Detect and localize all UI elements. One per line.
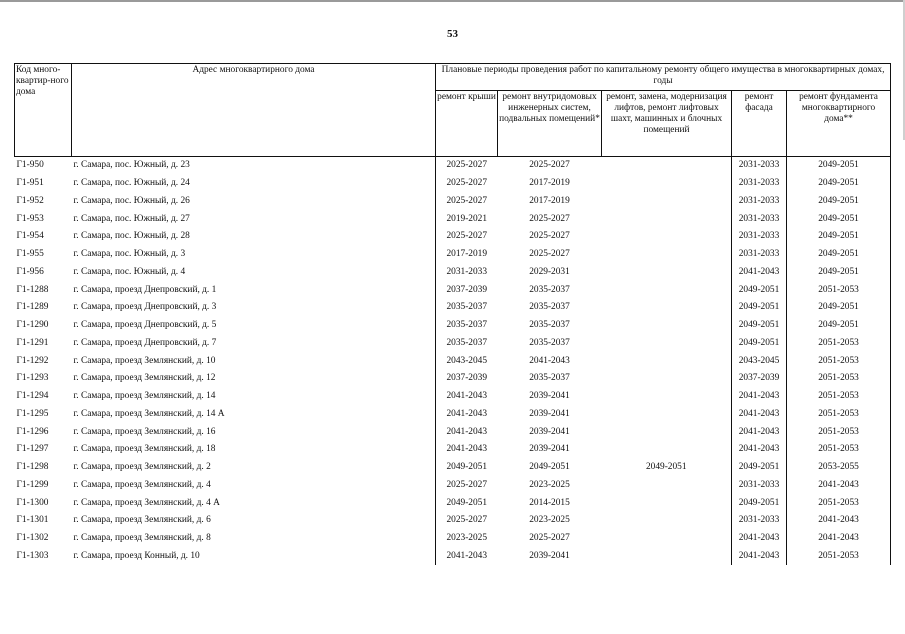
cell-foundation: 2051-2053	[787, 335, 891, 353]
cell-roof: 2035-2037	[436, 335, 498, 353]
cell-elevators	[602, 193, 732, 211]
cell-roof: 2017-2019	[436, 246, 498, 264]
cell-elevators	[602, 228, 732, 246]
cell-address: г. Самара, проезд Землянский, д. 14	[73, 391, 216, 402]
cell-roof: 2031-2033	[436, 264, 498, 282]
cell-foundation: 2049-2051	[787, 210, 891, 228]
cell-facade: 2041-2043	[732, 530, 787, 548]
table-row	[15, 494, 891, 512]
cell-code: Г1-1291	[16, 337, 49, 348]
table-row	[15, 335, 891, 353]
table-row	[15, 210, 891, 228]
cell-address: г. Самара, проезд Конный, д. 10	[73, 550, 200, 561]
table-row	[15, 281, 891, 299]
cell-address: г. Самара, пос. Южный, д. 27	[73, 213, 190, 224]
cell-systems: 2025-2027	[529, 533, 570, 544]
cell-code: Г1-954	[16, 231, 44, 242]
cell-elevators: 2049-2051	[645, 462, 687, 473]
cell-systems: 2023-2025	[529, 515, 570, 526]
cell-roof: 2025-2027	[436, 477, 498, 495]
cell-address: г. Самара, проезд Землянский, д. 18	[73, 444, 216, 455]
table-row	[15, 548, 891, 566]
cell-foundation: 2051-2053	[787, 548, 891, 566]
cell-foundation: 2049-2051	[787, 228, 891, 246]
cell-roof: 2025-2027	[436, 193, 498, 211]
cell-systems: 2017-2019	[529, 178, 570, 189]
cell-code: Г1-955	[16, 249, 44, 260]
cell-facade: 2049-2051	[732, 494, 787, 512]
cell-address: г. Самара, проезд Землянский, д. 4 А	[73, 497, 220, 508]
cell-systems: 2035-2037	[529, 373, 570, 384]
cell-address: г. Самара, пос. Южный, д. 4	[73, 266, 186, 277]
cell-address: г. Самара, пос. Южный, д. 23	[72, 157, 436, 175]
cell-elevators	[602, 317, 732, 335]
cell-roof: 2025-2027	[436, 157, 498, 175]
cell-address: г. Самара, проезд Землянский, д. 2	[73, 462, 211, 473]
cell-facade: 2041-2043	[732, 548, 787, 566]
cell-code: Г1-952	[16, 195, 44, 206]
cell-facade: 2049-2051	[732, 317, 787, 335]
cell-systems: 2025-2027	[529, 213, 570, 224]
cell-code: Г1-1300	[16, 497, 49, 508]
cell-elevators	[602, 264, 732, 282]
cell-elevators	[602, 406, 732, 424]
cell-facade: 2049-2051	[732, 299, 787, 317]
capital-repair-table	[14, 63, 891, 565]
cell-elevators	[602, 530, 732, 548]
cell-code: Г1-1289	[16, 302, 49, 313]
cell-code: Г1-1299	[16, 479, 49, 490]
cell-address: г. Самара, пос. Южный, д. 28	[73, 231, 190, 242]
cell-systems: 2029-2031	[529, 266, 570, 277]
cell-facade: 2037-2039	[732, 370, 787, 388]
cell-systems: 2025-2027	[498, 157, 602, 175]
scan-edge-top	[0, 0, 905, 2]
cell-roof: 2041-2043	[436, 548, 498, 566]
cell-roof: 2043-2045	[436, 352, 498, 370]
cell-foundation: 2049-2051	[787, 264, 891, 282]
cell-roof: 2025-2027	[436, 228, 498, 246]
cell-foundation: 2041-2043	[787, 530, 891, 548]
cell-facade: 2031-2033	[732, 193, 787, 211]
cell-code: Г1-953	[16, 213, 44, 224]
cell-roof: 2037-2039	[436, 281, 498, 299]
cell-elevators	[602, 157, 732, 175]
cell-elevators	[602, 423, 732, 441]
table-row	[15, 317, 891, 335]
cell-foundation: 2051-2053	[787, 370, 891, 388]
cell-address: г. Самара, проезд Землянский, д. 14 А	[73, 408, 225, 419]
cell-facade: 2031-2033	[732, 157, 787, 175]
cell-elevators	[602, 210, 732, 228]
table-row	[15, 477, 891, 495]
cell-elevators	[602, 281, 732, 299]
cell-elevators	[602, 441, 732, 459]
cell-code: Г1-1297	[16, 444, 49, 455]
cell-foundation: 2049-2051	[787, 193, 891, 211]
cell-foundation: 2049-2051	[787, 246, 891, 264]
cell-roof: 2037-2039	[436, 370, 498, 388]
cell-facade: 2043-2045	[732, 352, 787, 370]
table-row	[15, 352, 891, 370]
cell-foundation: 2053-2055	[787, 459, 891, 477]
cell-systems: 2035-2037	[529, 302, 570, 313]
cell-foundation: 2049-2051	[787, 157, 891, 175]
cell-facade: 2031-2033	[732, 246, 787, 264]
cell-code: Г1-1295	[16, 408, 49, 419]
cell-systems: 2014-2015	[529, 497, 570, 508]
cell-systems: 2025-2027	[529, 249, 570, 260]
cell-roof: 2025-2027	[436, 175, 498, 193]
cell-foundation: 2051-2053	[787, 494, 891, 512]
cell-systems: 2039-2041	[529, 426, 570, 437]
cell-code: Г1-1293	[16, 373, 49, 384]
cell-elevators	[602, 352, 732, 370]
cell-elevators	[602, 370, 732, 388]
table-row	[15, 157, 891, 175]
table-row	[15, 228, 891, 246]
cell-roof: 2041-2043	[436, 406, 498, 424]
header-roof: ремонт крыши	[436, 91, 498, 157]
table-row	[15, 370, 891, 388]
cell-foundation: 2051-2053	[787, 423, 891, 441]
table-row	[15, 388, 891, 406]
cell-roof: 2049-2051	[436, 459, 498, 477]
cell-code: Г1-1302	[16, 533, 49, 544]
cell-foundation: 2051-2053	[787, 406, 891, 424]
cell-systems: 2023-2025	[529, 479, 570, 490]
header-foundation: ремонт фундамента многоквартирного дома**	[787, 91, 891, 157]
page-number: 53	[447, 28, 458, 40]
cell-facade: 2031-2033	[732, 210, 787, 228]
cell-code: Г1-1290	[16, 320, 49, 331]
header-elevators: ремонт, замена, модернизация лифтов, ремонт лифтовых шахт, машинных и блочных помещений	[602, 91, 732, 157]
cell-foundation: 2041-2043	[787, 477, 891, 495]
cell-facade: 2031-2033	[732, 175, 787, 193]
table-row	[15, 441, 891, 459]
cell-systems: 2035-2037	[529, 284, 570, 295]
table-row	[15, 264, 891, 282]
cell-systems: 2039-2041	[529, 391, 570, 402]
cell-systems: 2035-2037	[529, 320, 570, 331]
cell-code: Г1-1298	[16, 462, 49, 473]
header-periods-group: Плановые периоды проведения работ по капитальному ремонту общего имущества в многоквартирных домах, годы	[436, 64, 891, 91]
cell-roof: 2041-2043	[436, 388, 498, 406]
cell-address: г. Самара, пос. Южный, д. 24	[73, 178, 190, 189]
table-row	[15, 459, 891, 477]
cell-elevators	[602, 335, 732, 353]
cell-address: г. Самара, проезд Землянский, д. 6	[73, 515, 211, 526]
cell-address: г. Самара, проезд Землянский, д. 12	[73, 373, 216, 384]
table-header	[15, 64, 891, 157]
cell-systems: 2039-2041	[529, 550, 570, 561]
cell-foundation: 2049-2051	[787, 175, 891, 193]
cell-foundation: 2051-2053	[787, 352, 891, 370]
cell-roof: 2019-2021	[436, 210, 498, 228]
cell-foundation: 2051-2053	[787, 388, 891, 406]
cell-address: г. Самара, проезд Землянский, д. 16	[73, 426, 216, 437]
cell-facade: 2041-2043	[732, 388, 787, 406]
cell-code: Г1-1294	[16, 391, 49, 402]
table-row	[15, 406, 891, 424]
cell-code: Г1-956	[16, 266, 44, 277]
cell-address: г. Самара, проезд Землянский, д. 10	[73, 355, 216, 366]
cell-foundation: 2051-2053	[787, 281, 891, 299]
cell-foundation: 2049-2051	[787, 299, 891, 317]
cell-facade: 2049-2051	[732, 335, 787, 353]
header-facade: ремонт фасада	[732, 91, 787, 157]
header-code: Код много-квартир-ного дома	[15, 64, 72, 157]
cell-code: Г1-1292	[16, 355, 49, 366]
cell-roof: 2041-2043	[436, 423, 498, 441]
cell-address: г. Самара, проезд Днепровский, д. 3	[73, 302, 217, 313]
cell-facade: 2041-2043	[732, 441, 787, 459]
cell-address: г. Самара, проезд Днепровский, д. 5	[73, 320, 217, 331]
cell-code: Г1-1301	[16, 515, 49, 526]
cell-foundation: 2041-2043	[787, 512, 891, 530]
cell-code: Г1-1288	[16, 284, 49, 295]
cell-systems: 2039-2041	[529, 444, 570, 455]
cell-facade: 2049-2051	[732, 281, 787, 299]
table-row	[15, 193, 891, 211]
table-row	[15, 299, 891, 317]
cell-elevators	[602, 494, 732, 512]
cell-elevators	[602, 548, 732, 566]
cell-code: Г1-1296	[16, 426, 49, 437]
cell-elevators	[602, 512, 732, 530]
cell-systems: 2039-2041	[529, 408, 570, 419]
cell-facade: 2049-2051	[732, 459, 787, 477]
cell-systems: 2041-2043	[529, 355, 570, 366]
table-row	[15, 423, 891, 441]
cell-code: Г1-950	[15, 157, 72, 175]
cell-facade: 2031-2033	[732, 477, 787, 495]
cell-foundation: 2049-2051	[787, 317, 891, 335]
cell-address: г. Самара, проезд Днепровский, д. 7	[73, 337, 217, 348]
cell-elevators	[602, 175, 732, 193]
table-row	[15, 512, 891, 530]
cell-elevators	[602, 388, 732, 406]
cell-elevators	[602, 299, 732, 317]
cell-systems: 2035-2037	[529, 337, 570, 348]
cell-elevators	[602, 477, 732, 495]
cell-facade: 2041-2043	[732, 264, 787, 282]
table-row	[15, 530, 891, 548]
header-address: Адрес многоквартирного дома	[72, 64, 436, 157]
cell-facade: 2041-2043	[732, 406, 787, 424]
cell-address: г. Самара, пос. Южный, д. 26	[73, 195, 190, 206]
cell-facade: 2031-2033	[732, 512, 787, 530]
cell-address: г. Самара, пос. Южный, д. 3	[73, 249, 186, 260]
cell-roof: 2025-2027	[436, 512, 498, 530]
header-systems: ремонт внутридомовых инженерных систем, подвальных помещений*	[498, 91, 602, 157]
cell-code: Г1-1303	[16, 550, 49, 561]
cell-address: г. Самара, проезд Днепровский, д. 1	[73, 284, 217, 295]
cell-facade: 2041-2043	[732, 423, 787, 441]
cell-systems: 2025-2027	[529, 231, 570, 242]
cell-systems: 2049-2051	[529, 462, 570, 473]
cell-roof: 2049-2051	[436, 494, 498, 512]
cell-facade: 2031-2033	[732, 228, 787, 246]
table-row	[15, 246, 891, 264]
table-body	[15, 157, 891, 566]
cell-address: г. Самара, проезд Землянский, д. 4	[73, 479, 211, 490]
cell-foundation: 2051-2053	[787, 441, 891, 459]
cell-address: г. Самара, проезд Землянский, д. 8	[73, 533, 211, 544]
cell-systems: 2017-2019	[529, 195, 570, 206]
cell-roof: 2023-2025	[436, 530, 498, 548]
table-row	[15, 175, 891, 193]
cell-roof: 2041-2043	[436, 441, 498, 459]
cell-elevators	[602, 246, 732, 264]
cell-roof: 2035-2037	[436, 317, 498, 335]
cell-code: Г1-951	[16, 178, 44, 189]
cell-roof: 2035-2037	[436, 299, 498, 317]
